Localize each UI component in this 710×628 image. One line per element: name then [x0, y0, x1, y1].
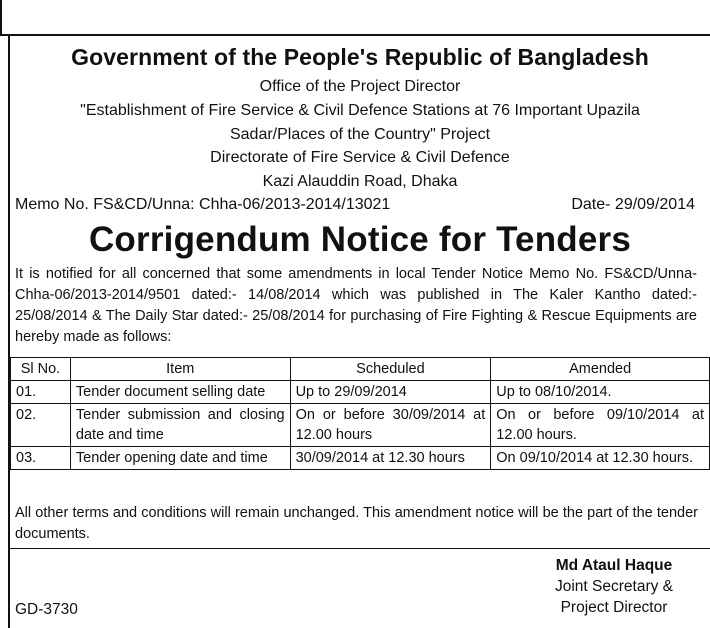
signatory-title-2: Project Director [560, 599, 668, 616]
row-sl: 03. [11, 447, 71, 470]
project-line-1: "Establishment of Fire Service & Civil Defence Stations at 76 Important Upazila [80, 102, 640, 119]
column-header-amended: Amended [491, 358, 710, 381]
table-header-row [11, 358, 710, 381]
top-border-strip [0, 0, 710, 36]
address-line: Kazi Alauddin Road, Dhaka [262, 173, 458, 190]
closing-divider [10, 548, 710, 549]
signatory-name: Md Ataul Haque [555, 557, 673, 574]
directorate-line: Directorate of Fire Service & Civil Defence [210, 149, 510, 166]
government-title: Government of the People's Republic of Bangladesh [71, 44, 649, 70]
row-amended: On or before 09/10/2014 at 12.00 hours. [491, 404, 710, 447]
column-header-item: Item [70, 358, 290, 381]
column-header-scheduled: Scheduled [290, 358, 491, 381]
column-header-sl: Sl No. [11, 358, 71, 381]
memo-number: Memo No. FS&CD/Unna: Chha-06/2013-2014/13021 [15, 196, 391, 213]
row-item: Tender document selling date [70, 381, 290, 404]
office-line: Office of the Project Director [259, 78, 461, 95]
notice-heading: Corrigendum Notice for Tenders [88, 220, 632, 259]
table-row [11, 404, 710, 447]
row-scheduled: 30/09/2014 at 12.30 hours [290, 447, 491, 470]
amendment-table [10, 357, 710, 470]
gd-code: GD-3730 [15, 601, 78, 618]
closing-paragraph: All other terms and conditions will remain unchanged. This amendment notice will be the part of the tender documents. [15, 505, 698, 542]
signatory-title-1: Joint Secretary & [554, 578, 674, 595]
row-scheduled: Up to 29/09/2014 [290, 381, 491, 404]
row-amended: On 09/10/2014 at 12.30 hours. [491, 447, 710, 470]
intro-paragraph: It is notified for all concerned that some amendments in local Tender Notice Memo No. FS&CD/Unna-Chha-06/2013-2014/9501 dated:- 14/08/2014 which was published in The Kaler Kantho dated:- 25/08/2014 & The Daily Star dated:- 25/08/2014 for purchasing of Fire Fighting & Rescue Equipments are hereby made as follows: [15, 266, 697, 345]
tender-notice [8, 36, 710, 628]
memo-date: Date- 29/09/2014 [571, 196, 695, 213]
project-line-2: Sadar/Places of the Country" Project [229, 126, 491, 143]
row-sl: 01. [11, 381, 71, 404]
row-amended: Up to 08/10/2014. [491, 381, 710, 404]
table-row [11, 381, 710, 404]
row-sl: 02. [11, 404, 71, 447]
row-item: Tender opening date and time [70, 447, 290, 470]
row-item: Tender submission and closing date and time [70, 404, 290, 447]
signature-block [530, 555, 698, 618]
table-row [11, 447, 710, 470]
row-scheduled: On or before 30/09/2014 at 12.00 hours [290, 404, 491, 447]
